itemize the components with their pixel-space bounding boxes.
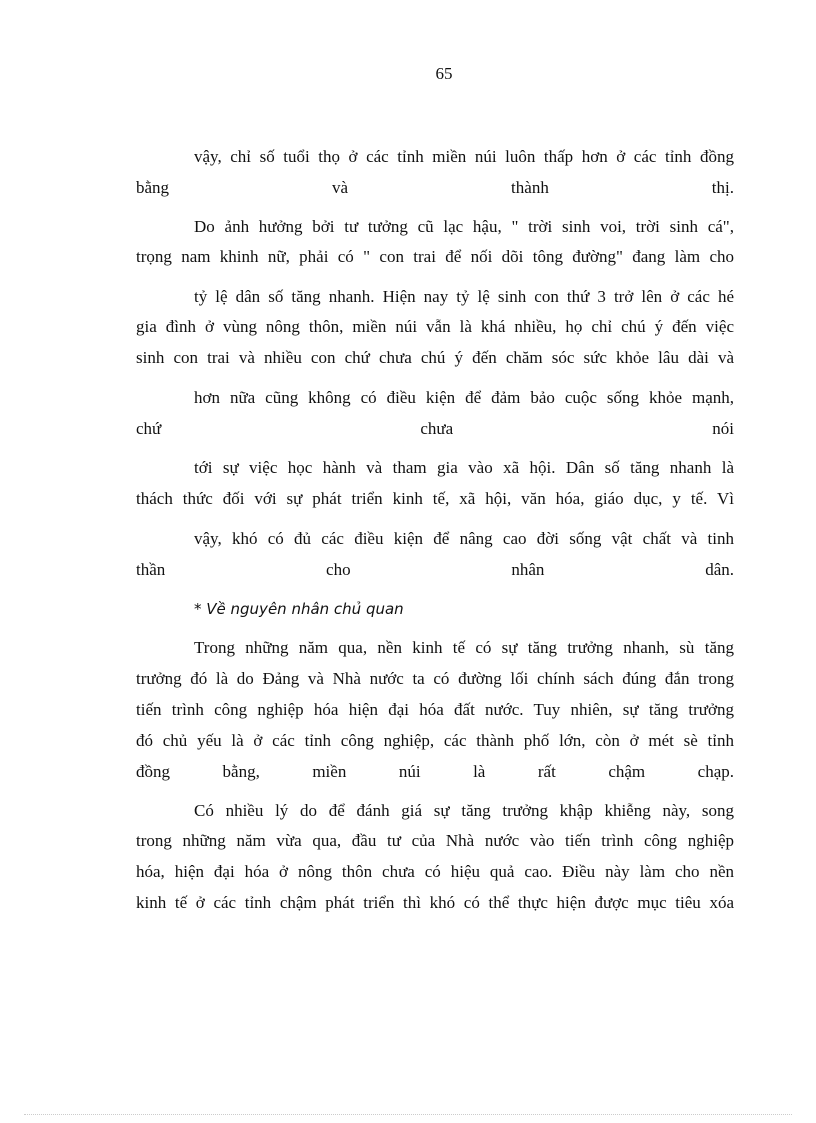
text-line: bằng và thành thị. <box>136 178 734 197</box>
text-line: hóa, hiện đại hóa ở nông thôn chưa có hiệu quả cao. Điều này làm cho nền <box>136 862 734 881</box>
text-line: tỷ lệ dân số tăng nhanh. Hiện nay tỷ lệ sinh con thứ 3 trở lên ở các hé <box>194 287 734 306</box>
text-line: tiến trình công nghiệp hóa hiện đại hóa đất nước. Tuy nhiên, sự tăng trưởng <box>136 700 734 719</box>
text-line: đó chủ yếu là ở các tỉnh công nghiệp, các thành phố lớn, còn ở mét sè tỉnh <box>136 731 734 750</box>
text-line: kinh tế ở các tỉnh chậm phát triển thì khó có thể thực hiện được mục tiêu xóa <box>136 893 734 912</box>
text-line: vậy, chỉ số tuổi thọ ở các tỉnh miền núi luôn thấp hơn ở các tỉnh đồng <box>194 147 734 166</box>
text-line: tới sự việc học hành và tham gia vào xã hội. Dân số tăng nhanh là <box>194 458 734 477</box>
page-number: 65 <box>435 64 453 83</box>
text-line: trọng nam khinh nữ, phải có " con trai để nối dõi tông đường" đang làm cho <box>136 247 734 266</box>
text-line: thần cho nhân dân. <box>136 560 734 579</box>
text-line: trưởng đó là do Đảng và Nhà nước ta có đường lối chính sách đúng đắn trong <box>136 669 734 688</box>
text-line: vậy, khó có đủ các điều kiện để nâng cao đời sống vật chất và tinh <box>194 529 734 548</box>
text-line: Trong những năm qua, nền kinh tế có sự tăng trưởng nhanh, sù tăng <box>194 638 734 657</box>
text-line: đồng bằng, miền núi là rất chậm chạp. <box>136 762 734 781</box>
section-heading: * Về nguyên nhân chủ quan <box>194 600 404 618</box>
text-line: gia đình ở vùng nông thôn, miền núi vẫn là khá nhiều, họ chỉ chú ý đến việc <box>136 317 734 336</box>
text-line: sinh con trai và nhiều con chứ chưa chú ý đến chăm sóc sức khỏe lâu dài và <box>136 348 734 367</box>
text-line: thách thức đối với sự phát triển kinh tế, xã hội, văn hóa, giáo dục, y tế. Vì <box>136 489 734 508</box>
text-line: Có nhiều lý do để đánh giá sự tăng trưởng khập khiễng này, song <box>194 801 734 820</box>
text-line: hơn nữa cũng không có điều kiện để đảm bảo cuộc sống khỏe mạnh, <box>194 388 734 407</box>
text-line: Do ảnh hưởng bởi tư tưởng cũ lạc hậu, " trời sinh voi, trời sinh cá", <box>194 217 734 236</box>
text-line: trong những năm vừa qua, đầu tư của Nhà nước vào tiến trình công nghiệp <box>136 831 734 850</box>
page-bottom-divider <box>24 1114 792 1115</box>
text-line: chứ chưa nói <box>136 419 734 438</box>
